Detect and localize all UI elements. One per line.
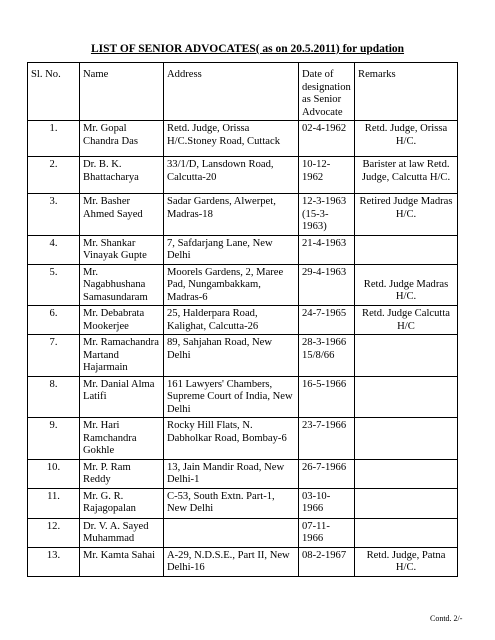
cell-remarks (355, 376, 458, 418)
cell-sl-no: 3. (28, 194, 80, 236)
cell-sl-no: 6. (28, 306, 80, 335)
cell-remarks (355, 235, 458, 264)
cell-name: Dr. B. K. Bhattacharya (80, 157, 164, 194)
header-date: Date of designation as Senior Advocate (299, 63, 355, 121)
cell-name: Mr. Shankar Vinayak Gupte (80, 235, 164, 264)
cell-remarks (355, 518, 458, 547)
cell-name: Mr. Gopal Chandra Das (80, 121, 164, 157)
cell-remarks: Retd. Judge Madras H/C. (355, 264, 458, 306)
cell-date: 28-3-1966 15/8/66 (299, 335, 355, 377)
cell-sl-no: 11. (28, 488, 80, 518)
cell-remarks (355, 488, 458, 518)
cell-sl-no: 10. (28, 459, 80, 488)
cell-sl-no: 13. (28, 547, 80, 576)
cell-date: 07-11-1966 (299, 518, 355, 547)
cell-address: 25, Halderpara Road, Kalighat, Calcutta-26 (164, 306, 299, 335)
table-row (28, 264, 458, 306)
cell-date: 08-2-1967 (299, 547, 355, 576)
table-row (28, 306, 458, 335)
cell-address: 33/1/D, Lansdown Road, Calcutta-20 (164, 157, 299, 194)
cell-date: 21-4-1963 (299, 235, 355, 264)
cell-date: 16-5-1966 (299, 376, 355, 418)
header-name: Name (80, 63, 164, 121)
table-header-row (28, 63, 458, 121)
cell-name: Dr. V. A. Sayed Muhammad (80, 518, 164, 547)
cell-name: Mr. Debabrata Mookerjee (80, 306, 164, 335)
senior-advocates-table (27, 62, 458, 577)
cell-sl-no: 4. (28, 235, 80, 264)
cell-sl-no: 12. (28, 518, 80, 547)
cell-name: Mr. G. R. Rajagopalan (80, 488, 164, 518)
cell-address: Moorels Gardens, 2, Maree Pad, Nungambakkam, Madras-6 (164, 264, 299, 306)
cell-remarks (355, 459, 458, 488)
cell-name: Mr. Ramachandra Martand Hajarmain (80, 335, 164, 377)
cell-remarks: Retd. Judge, Orissa H/C. (355, 121, 458, 157)
table-row (28, 194, 458, 236)
cell-remarks (355, 335, 458, 377)
table-row (28, 235, 458, 264)
cell-address: Retd. Judge, Orissa H/C.Stoney Road, Cuttack (164, 121, 299, 157)
cell-sl-no: 2. (28, 157, 80, 194)
cell-date: 10-12-1962 (299, 157, 355, 194)
continued-note: Contd. 2/- (430, 614, 463, 623)
cell-remarks: Retired Judge Madras H/C. (355, 194, 458, 236)
table-row (28, 518, 458, 547)
table-row (28, 121, 458, 157)
table-row (28, 418, 458, 460)
cell-address: A-29, N.D.S.E., Part II, New Delhi-16 (164, 547, 299, 576)
cell-remarks: Retd. Judge, Patna H/C. (355, 547, 458, 576)
cell-address: Rocky Hill Flats, N. Dabholkar Road, Bombay-6 (164, 418, 299, 460)
table-row (28, 459, 458, 488)
table-row (28, 488, 458, 518)
cell-address: 161 Lawyers' Chambers, Supreme Court of India, New Delhi (164, 376, 299, 418)
cell-sl-no: 1. (28, 121, 80, 157)
cell-date: 12-3-1963 (15-3-1963) (299, 194, 355, 236)
cell-name: Mr. Hari Ramchandra Gokhle (80, 418, 164, 460)
cell-name: Mr. Nagabhushana Samasundaram (80, 264, 164, 306)
cell-date: 26-7-1966 (299, 459, 355, 488)
table-row (28, 335, 458, 377)
cell-sl-no: 8. (28, 376, 80, 418)
page-title: LIST OF SENIOR ADVOCATES( as on 20.5.2011) for updation (90, 43, 405, 55)
header-sl-no: Sl. No. (28, 63, 80, 121)
cell-address: 13, Jain Mandir Road, New Delhi-1 (164, 459, 299, 488)
cell-address: Sadar Gardens, Alwerpet, Madras-18 (164, 194, 299, 236)
cell-name: Mr. Danial Alma Latifi (80, 376, 164, 418)
cell-remarks: Retd. Judge Calcutta H/C (355, 306, 458, 335)
cell-date: 03-10-1966 (299, 488, 355, 518)
header-remarks: Remarks (355, 63, 458, 121)
header-address: Address (164, 63, 299, 121)
cell-remarks: Barister at law Retd. Judge, Calcutta H/C. (355, 157, 458, 194)
cell-sl-no: 5. (28, 264, 80, 306)
table-row (28, 547, 458, 576)
cell-address: C-53, South Extn. Part-1, New Delhi (164, 488, 299, 518)
cell-sl-no: 9. (28, 418, 80, 460)
cell-sl-no: 7. (28, 335, 80, 377)
cell-name: Mr. P. Ram Reddy (80, 459, 164, 488)
cell-address: 7, Safdarjang Lane, New Delhi (164, 235, 299, 264)
cell-date: 23-7-1966 (299, 418, 355, 460)
table-row (28, 157, 458, 194)
cell-date: 29-4-1963 (299, 264, 355, 306)
table-row (28, 376, 458, 418)
cell-address: 89, Sahjahan Road, New Delhi (164, 335, 299, 377)
cell-name: Mr. Kamta Sahai (80, 547, 164, 576)
cell-remarks (355, 418, 458, 460)
cell-date: 02-4-1962 (299, 121, 355, 157)
cell-date: 24-7-1965 (299, 306, 355, 335)
cell-name: Mr. Basher Ahmed Sayed (80, 194, 164, 236)
cell-address (164, 518, 299, 547)
